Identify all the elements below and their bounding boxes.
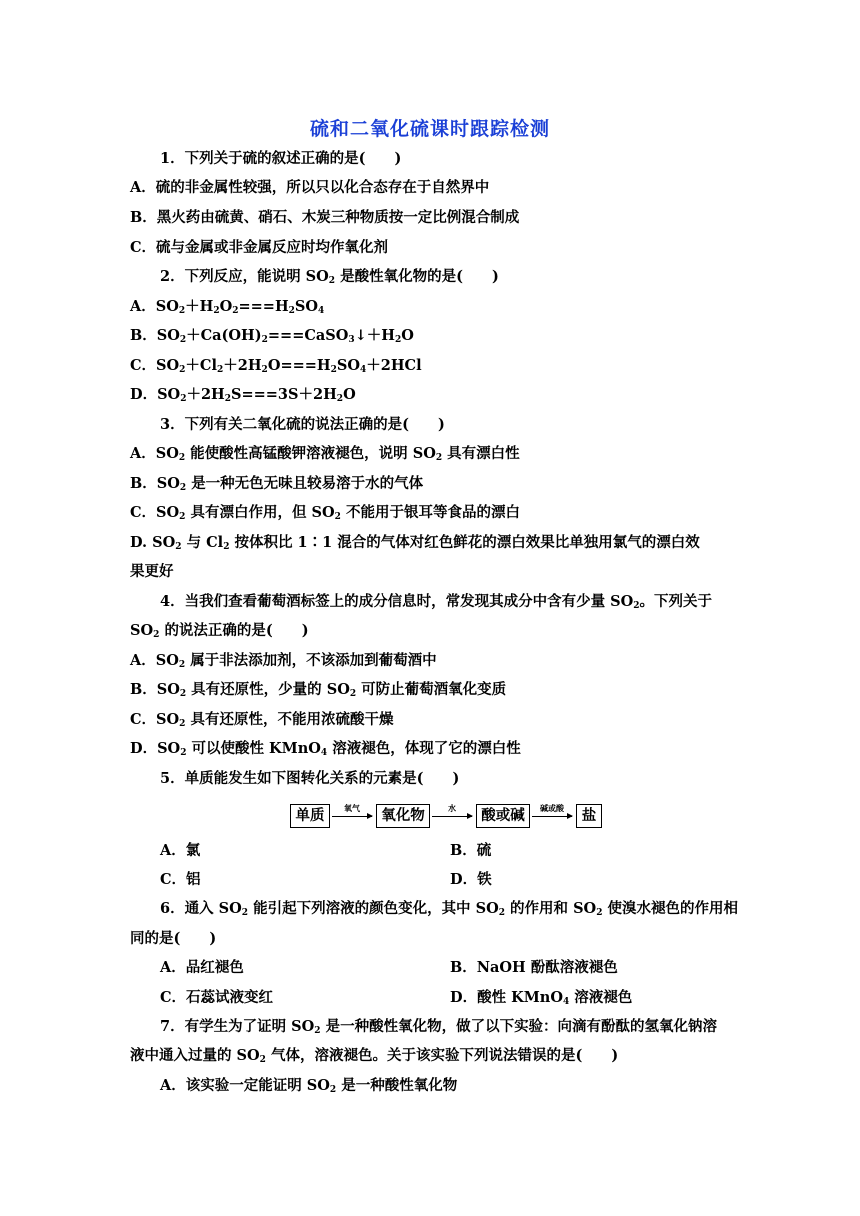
q1-option-a: A．硫的非金属性较强，所以只以化合态存在于自然界中: [130, 179, 490, 196]
flow-box-oxide: 氧化物: [376, 804, 430, 828]
q4-stem-line2: $SO_2$ 的说法正确的是( ): [130, 622, 309, 640]
flow-box-element: 单质: [290, 804, 330, 828]
q5-option-a: A．氯: [160, 842, 201, 859]
flow-arrow-3: [532, 816, 572, 817]
q7-option-a: A．该实验一定能证明 $SO_2$ 是一种酸性氧化物: [160, 1077, 458, 1095]
flow-box-acid-base: 酸或碱: [476, 804, 530, 828]
q3-option-a: A．$SO_2$ 能使酸性高锰酸钾溶液褪色，说明 $SO_2$ 具有漂白性: [130, 445, 520, 463]
q2-option-b: B．$SO_2+Ca(OH)_2===CaSO_3↓+H_2O$: [130, 327, 414, 345]
q6-option-d: D．酸性 KMnO$_4$ 溶液褪色: [450, 989, 633, 1007]
flow-arrow-3-label: 碱或酸: [540, 803, 564, 813]
q6-option-b: B．NaOH 酚酞溶液褪色: [450, 959, 618, 976]
flow-arrow-1: [332, 816, 372, 817]
q4-option-a: A．$SO_2$ 属于非法添加剂，不该添加到葡萄酒中: [130, 652, 437, 670]
q3-option-d: D. $SO_2$ 与 $Cl_2$ 按体积比 1∶1 混合的气体对红色鲜花的漂白效果比单独用氯气的漂白效: [130, 534, 700, 552]
q5-stem: 5．单质能发生如下图转化关系的元素是( ): [160, 770, 460, 787]
q6-stem-line2: 同的是( ): [130, 930, 217, 947]
q1-option-b: B．黑火药由硫黄、硝石、木炭三种物质按一定比例混合制成: [130, 209, 520, 226]
q4-option-b: B．$SO_2$ 具有还原性，少量的 $SO_2$ 可防止葡萄酒氧化变质: [130, 681, 507, 699]
page-title: 硫和二氧化硫课时跟踪检测: [309, 118, 550, 140]
q7-stem-line2: 液中通入过量的 $SO_2$ 气体，溶液褪色。关于该实验下列说法错误的是( ): [130, 1047, 619, 1065]
q5-option-d: D．铁: [450, 871, 492, 888]
q2-option-a: A．$SO_2+H_2O_2===H_2SO_4$: [130, 298, 325, 316]
q7-stem-line1: 7．有学生为了证明 $SO_2$ 是一种酸性氧化物，做了以下实验：向滴有酚酞的氢氧化钠溶: [160, 1018, 718, 1036]
q4-stem-line1: 4．当我们查看葡萄酒标签上的成分信息时，常发现其成分中含有少量 $SO_2$。下列关于: [160, 593, 713, 611]
q2-option-c: C．$SO_2+Cl_2+2H_2O===H_2SO_4+2HCl$: [130, 357, 422, 375]
q3-option-c: C．$SO_2$ 具有漂白作用，但 $SO_2$ 不能用于银耳等食品的漂白: [130, 504, 520, 522]
q5-option-b: B．硫: [450, 842, 492, 859]
q6-option-c: C．石蕊试液变红: [160, 989, 274, 1006]
flow-arrow-2: [432, 816, 472, 817]
q6-stem-line1: 6．通入 $SO_2$ 能引起下列溶液的颜色变化，其中 $SO_2$ 的作用和 $SO_2$ 使溴水褪色的作用相: [160, 900, 739, 918]
q4-option-d: D．$SO_2$ 可以使酸性 KMnO$_4$ 溶液褪色，体现了它的漂白性: [130, 740, 521, 758]
q3-option-d-cont: 果更好: [130, 563, 174, 580]
q3-stem: 3．下列有关二氧化硫的说法正确的是( ): [160, 416, 445, 433]
flow-arrow-1-label: 氧气: [344, 803, 360, 813]
flow-arrow-2-label: 水: [448, 803, 456, 813]
flow-box-salt: 盐: [576, 804, 602, 828]
q6-option-a: A．品红褪色: [160, 959, 244, 976]
q4-option-c: C．$SO_2$ 具有还原性，不能用浓硫酸干燥: [130, 711, 394, 729]
q2-option-d: D．$SO_2+2H_2S===3S+2H_2O$: [130, 386, 356, 404]
q3-option-b: B．$SO_2$ 是一种无色无味且较易溶于水的气体: [130, 475, 424, 493]
q1-stem: 1．下列关于硫的叙述正确的是( ): [160, 150, 402, 167]
q2-stem: 2．下列反应，能说明 $SO_2$ 是酸性氧化物的是( ): [160, 268, 499, 286]
q1-option-c: C．硫与金属或非金属反应时均作氧化剂: [130, 239, 389, 256]
q5-option-c: C．铝: [160, 871, 201, 888]
